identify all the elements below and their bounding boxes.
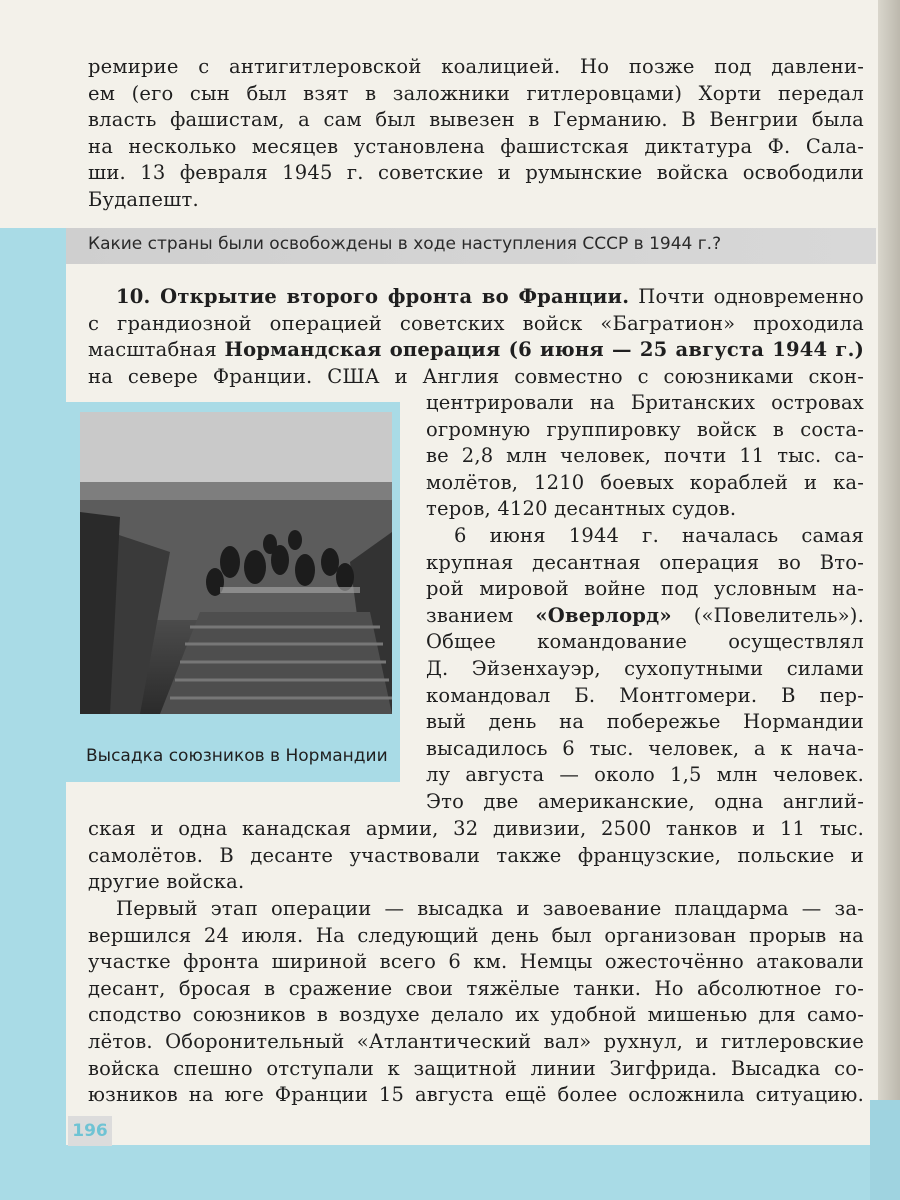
operation-name: Нормандская операция (6 июня — 25 августа 1944 г.)	[224, 338, 864, 362]
text-line: крупная десантная операция во Вто-	[426, 550, 864, 574]
section-title: 10. Открытие второго фронта во Франции.	[116, 285, 630, 308]
bottom-margin-bar	[0, 1145, 870, 1200]
text-line: вый день на побережье Нормандии	[426, 710, 864, 734]
text-line: лу августа — около 1,5 млн человек.	[426, 763, 864, 787]
text-fragment: 6 июня 1944 г. началась самая	[454, 523, 864, 547]
text-line: теров, 4120 десантных судов.	[426, 497, 737, 521]
text-line: десант, бросая в сражение свои тяжёлые танки. Но абсолютное го-	[88, 976, 864, 1000]
text-line: ская и одна канадская армии, 32 дивизии, 2500 танков и 11 тыс.	[88, 817, 864, 840]
text-line	[88, 337, 864, 364]
text-line: вершился 24 июля. На следующий день был организован прорыв на	[88, 923, 864, 947]
text-line: юзников на юге Франции 15 августа ещё более осложнила ситуацию.	[88, 1083, 864, 1107]
text-line	[426, 523, 864, 550]
text-line: участке фронта шириной всего 6 км. Немцы ожесточённо атаковали	[88, 950, 864, 974]
text-line: командовал Б. Монтгомери. В пер-	[426, 683, 864, 707]
text-line: высадилось 6 тыс. человек, а к нача-	[426, 736, 864, 760]
page-edge	[878, 0, 900, 1200]
photo-illustration	[80, 412, 392, 714]
top-paragraph	[88, 54, 864, 214]
text-line: рой мировой войне под условным на-	[426, 577, 864, 601]
text-line: лётов. Оборонительный «Атлантический вал» рухнул, и гитлеровские	[88, 1029, 864, 1053]
left-margin-bar	[0, 228, 66, 1200]
text-line: сподство союзников в воздухе делало их удобной мишенью для само-	[88, 1003, 864, 1027]
text-fragment: («Повелитель»).	[671, 603, 864, 627]
photo-caption: Высадка союзников в Нормандии	[86, 746, 388, 766]
text-fragment: масштабная	[88, 338, 225, 362]
continuation-text	[88, 816, 864, 896]
review-question: Какие страны были освобождены в ходе наступления СССР в 1944 г.?	[88, 234, 722, 254]
text-line	[88, 896, 864, 923]
right-column-text	[426, 390, 864, 816]
text-line	[88, 284, 864, 311]
operation-codename: «Оверлорд»	[535, 603, 672, 627]
text-line: самолётов. В десанте участвовали также французские, польские и	[88, 843, 864, 867]
text-line: Общее командование осуществлял	[426, 630, 864, 654]
page-number: 196	[68, 1116, 112, 1146]
text-line: другие войска.	[88, 870, 245, 894]
text-line: Будапешт.	[88, 187, 199, 211]
text-line: на севере Франции. США и Англия совместно с союзниками скон-	[88, 364, 864, 388]
text-line: Это две американские, одна англий-	[426, 789, 864, 813]
text-line: огромную группировку войск в соста-	[426, 417, 864, 441]
text-line: молётов, 1210 боевых кораблей и ка-	[426, 470, 864, 494]
text-fragment: званием	[426, 603, 536, 627]
text-line: власть фашистам, а сам был вывезен в Германию. В Венгрии была	[88, 108, 864, 132]
text-line: Д. Эйзенхауэр, сухопутными силами	[426, 656, 864, 680]
section-intro	[88, 284, 864, 390]
normandy-landing-photo	[80, 412, 392, 714]
text-line: центрировали на Британских островах	[426, 391, 864, 414]
text-line: ве 2,8 млн человек, почти 11 тыс. са-	[426, 444, 864, 468]
page-edge-accent	[870, 1100, 900, 1200]
text-fragment: Первый этап операции — высадка и завоевание плацдарма — за-	[116, 897, 864, 920]
text-line: войска спешно отступали к защитной линии Зигфрида. Высадка со-	[88, 1056, 864, 1080]
text-fragment: Почти одновременно	[629, 285, 864, 308]
text-line: ремирие с антигитлеровской коалицией. Но позже под давлени-	[88, 55, 864, 78]
text-line	[426, 603, 864, 630]
final-paragraph	[88, 896, 864, 1109]
text-line: на несколько месяцев установлена фашистская диктатура Ф. Сала-	[88, 134, 864, 158]
text-line: ши. 13 февраля 1945 г. советские и румынские войска освободили	[88, 161, 864, 185]
text-line: ем (его сын был взят в заложники гитлеровцами) Хорти передал	[88, 81, 864, 105]
text-line: с грандиозной операцией советских войск «Багратион» проходила	[88, 311, 864, 335]
